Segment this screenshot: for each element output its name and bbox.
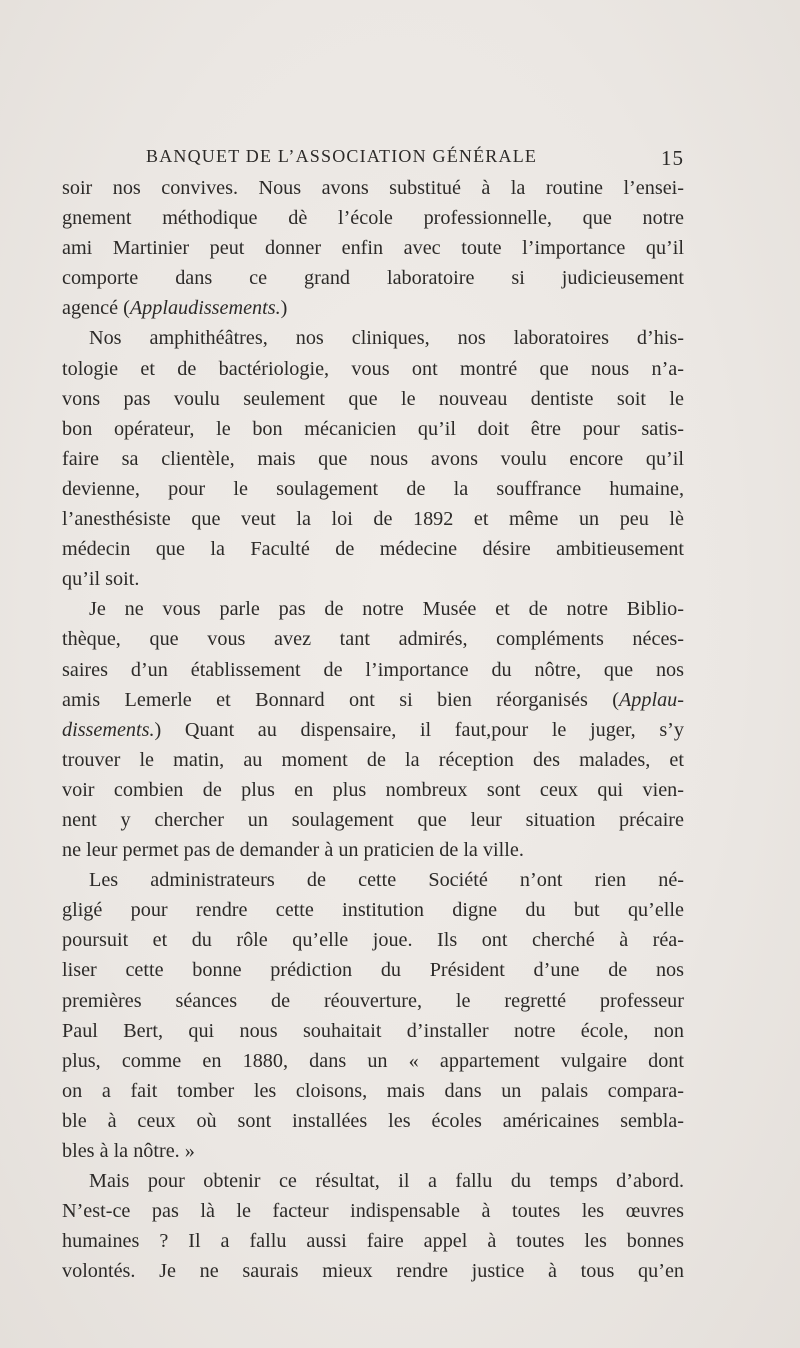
text-line: Je ne vous parle pas de notre Musée et de notre Biblio- (89, 598, 684, 621)
text-line: qu’il soit. (62, 568, 140, 591)
text-span: agencé ( (62, 297, 130, 320)
text-line: trouver le matin, au moment de la réception des malades, et (62, 748, 684, 771)
text-span: ) (280, 297, 288, 320)
text-line: nent y chercher un soulagement que leur situation précaire (62, 808, 684, 831)
text-line: bon opérateur, le bon mécanicien qu’il doit être pour satis- (62, 417, 684, 440)
text-line: gnement méthodique dè l’école professionnelle, que notre (62, 207, 684, 230)
text-line (62, 685, 684, 715)
text-line: humaines ? Il a fallu aussi faire appel à toutes les bonnes (62, 1230, 684, 1253)
text-line: faire sa clientèle, mais que nous avons voulu encore qu’il (62, 447, 684, 470)
italic-applause: dissements. (62, 718, 155, 741)
text-span: ) Quant au dispensaire, il faut,pour le juger, s’y (154, 718, 684, 741)
text-line: plus, comme en 1880, dans un « appartement vulgaire dont (62, 1049, 684, 1072)
text-line: Paul Bert, qui nous souhaitait d’installer notre école, non (62, 1019, 684, 1042)
text-line: médecin que la Faculté de médecine désire ambitieusement (62, 538, 684, 561)
text-line: ami Martinier peut donner enfin avec toute l’importance qu’il (62, 237, 684, 260)
text-line: comporte dans ce grand laboratoire si judicieusement (62, 267, 684, 290)
text-line: saires d’un établissement de l’importance du nôtre, que nos (62, 658, 684, 681)
text-line: bles à la nôtre. » (62, 1140, 195, 1162)
text-line: voir combien de plus en plus nombreux sont ceux qui vien- (62, 778, 684, 801)
text-line: vons pas voulu seulement que le nouveau dentiste soit le (62, 387, 684, 410)
text-line: thèque, que vous avez tant admirés, compléments néces- (62, 628, 684, 651)
text-line: Nos amphithéâtres, nos cliniques, nos laboratoires d’his- (89, 327, 684, 350)
text-line: liser cette bonne prédiction du Président d’une de nos (62, 959, 684, 982)
text-line: devienne, pour le soulagement de la souffrance humaine, (62, 477, 684, 500)
italic-applause: Applau- (618, 688, 684, 711)
text-line: ne leur permet pas de demander à un praticien de la ville. (62, 839, 524, 862)
text-line: ble à ceux où sont installées les écoles américaines sembla- (62, 1109, 684, 1132)
running-title: BANQUET DE L’ASSOCIATION GÉNÉRALE (146, 146, 538, 166)
page-number: 15 (661, 146, 684, 170)
text-line: volontés. Je ne saurais mieux rendre justice à tous qu’en (62, 1260, 684, 1283)
text-line: N’est-ce pas là le facteur indispensable à toutes les œuvres (62, 1200, 684, 1223)
text-line (62, 293, 684, 323)
text-line: soir nos convives. Nous avons substitué à la routine l’ensei- (62, 177, 684, 199)
text-line: tologie et de bactériologie, vous ont montré que nous n’a- (62, 357, 684, 380)
text-line: on a fait tomber les cloisons, mais dans un palais compara- (62, 1079, 684, 1102)
text-line: gligé pour rendre cette institution digne du but qu’elle (62, 899, 684, 922)
italic-applause: Applaudissements. (129, 297, 281, 320)
text-line: l’anesthésiste que veut la loi de 1892 et même un peu lè (62, 508, 684, 531)
body-text (62, 173, 684, 1286)
text-line: Les administrateurs de cette Société n’ont rien né- (89, 869, 684, 892)
text-line: poursuit et du rôle qu’elle joue. Ils ont cherché à réa- (62, 929, 684, 952)
text-span: amis Lemerle et Bonnard ont si bien réorganisés ( (62, 688, 619, 711)
text-line: Mais pour obtenir ce résultat, il a fallu du temps d’abord. (89, 1170, 684, 1193)
text-line: premières séances de réouverture, le regretté professeur (62, 989, 684, 1012)
text-line (62, 715, 684, 745)
running-head (62, 143, 684, 169)
